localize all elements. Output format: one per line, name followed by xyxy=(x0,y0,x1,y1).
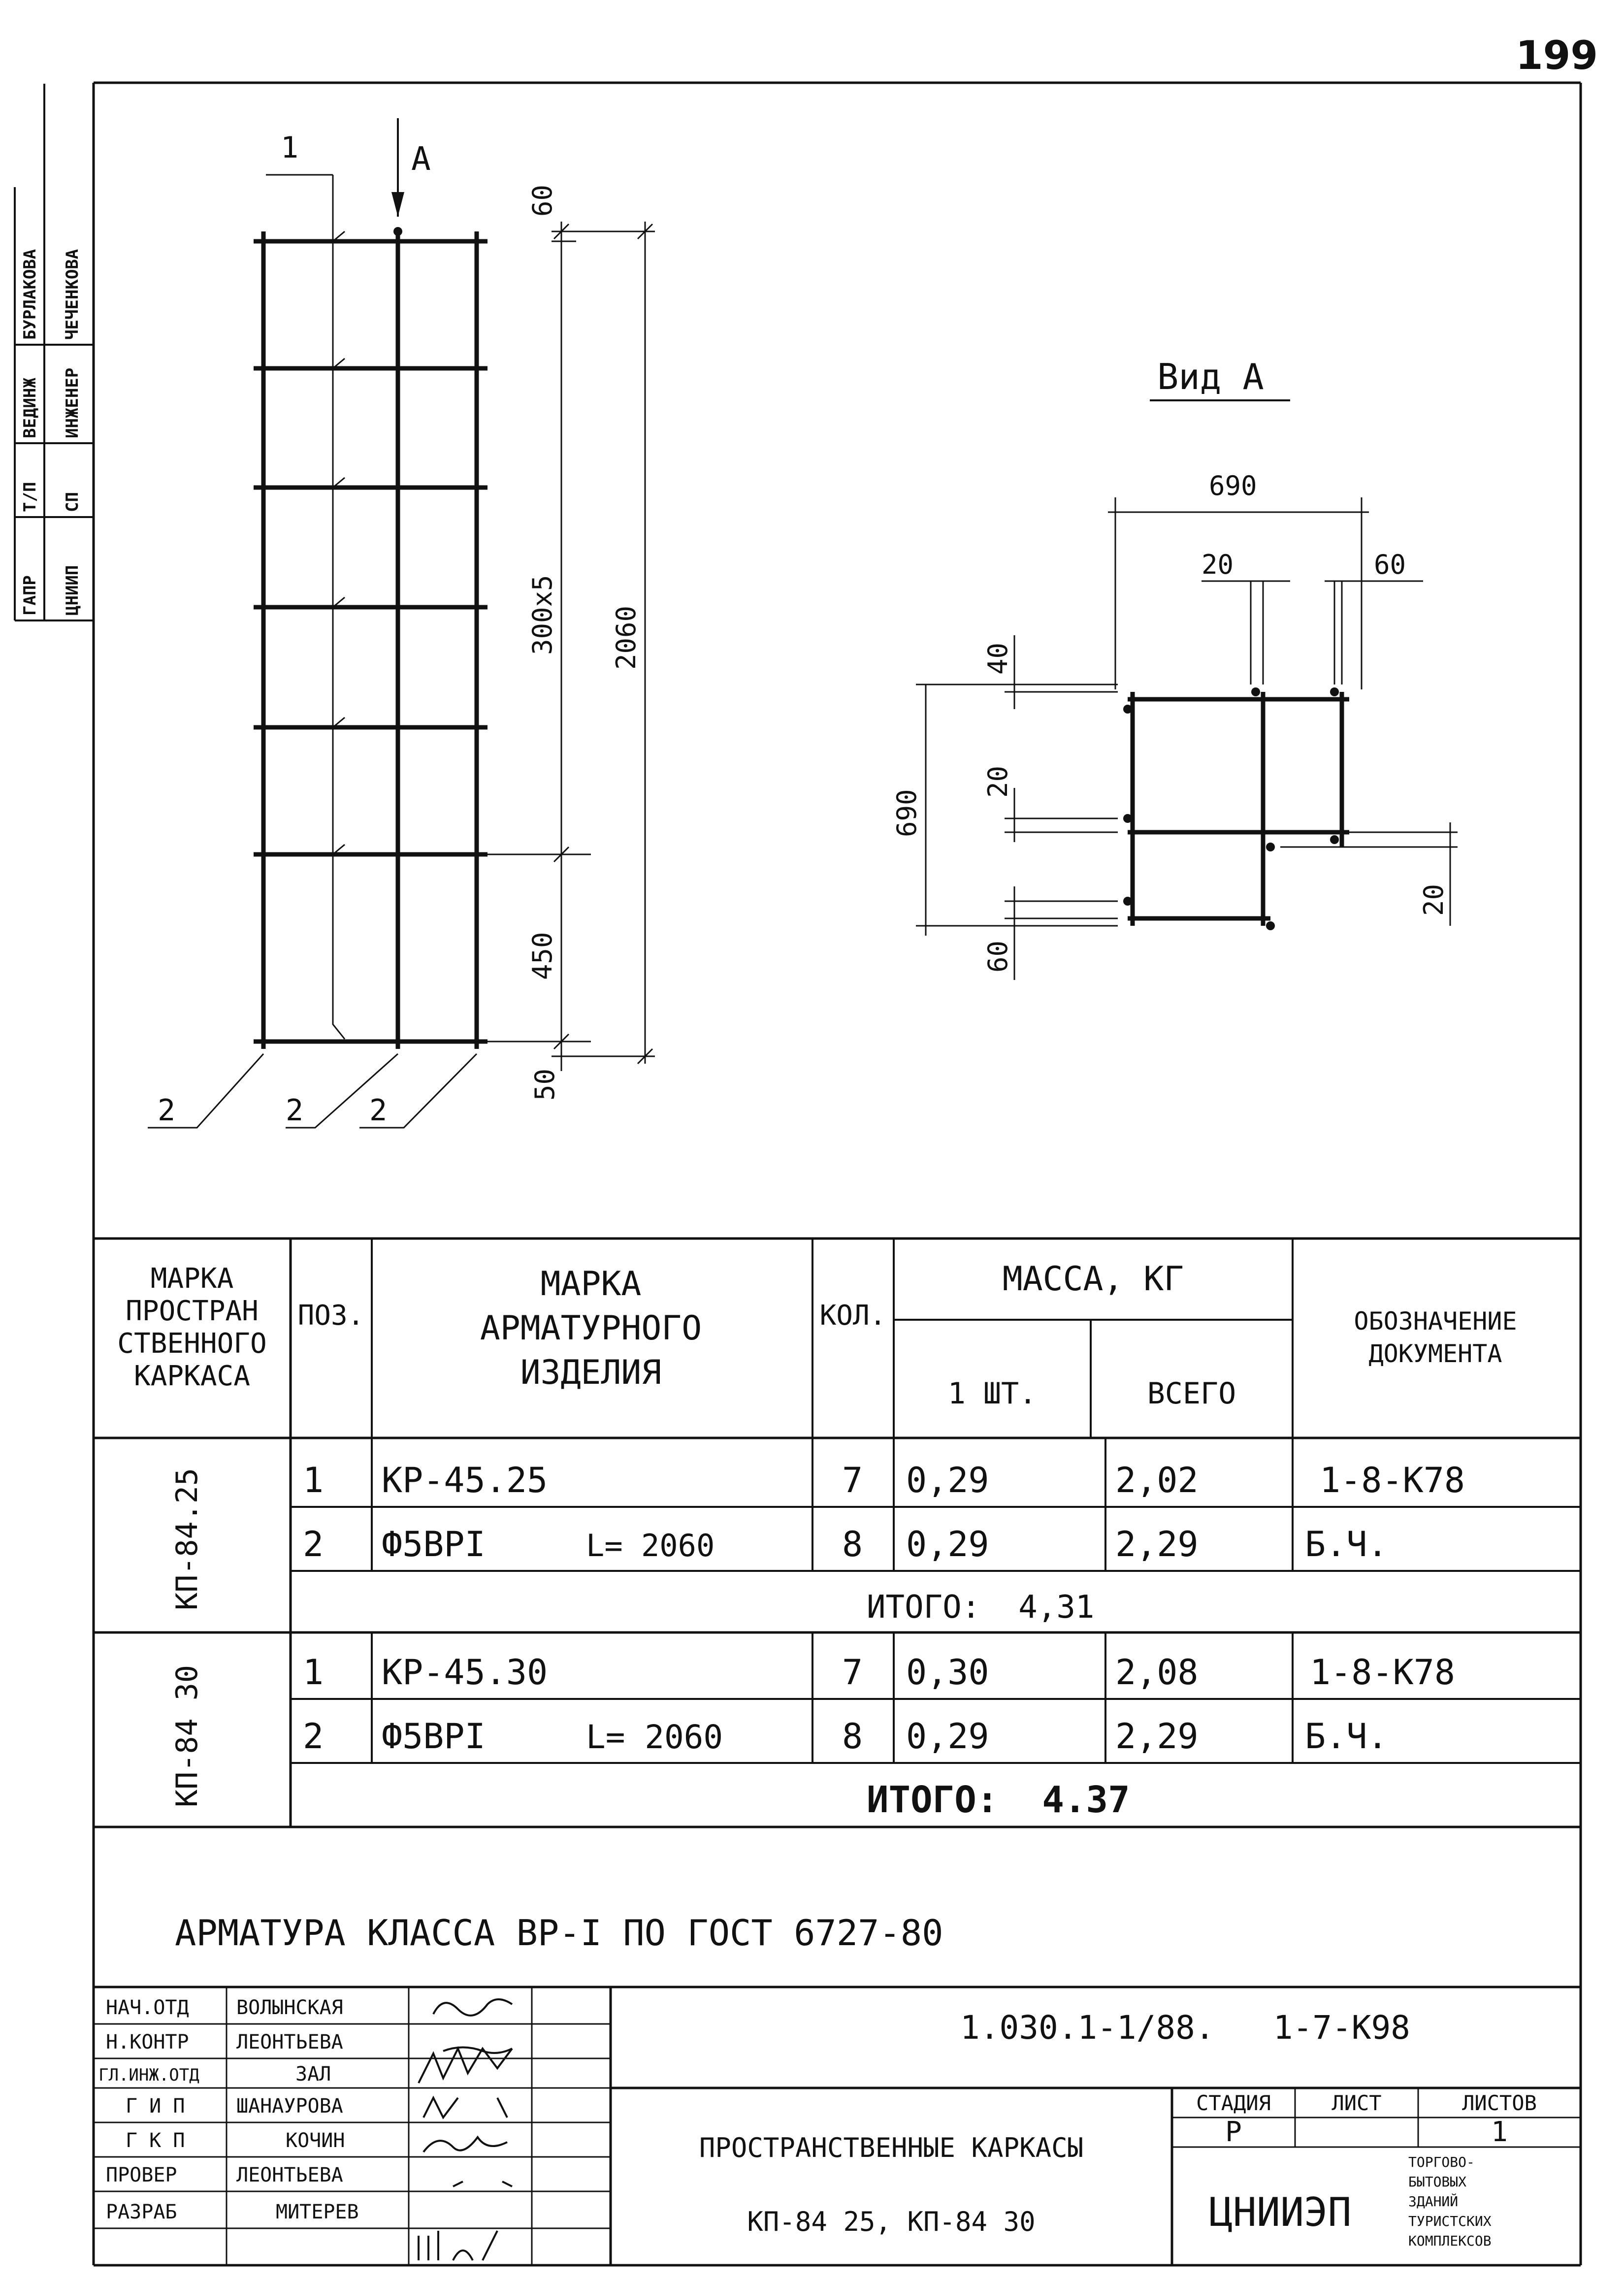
g2-r1-pos: 1 xyxy=(303,1652,324,1693)
g1-r2-total: 2,29 xyxy=(1115,1524,1199,1564)
view-a-dim-height: 690 xyxy=(891,789,922,837)
header-mass-total: ВСЕГО xyxy=(1147,1376,1236,1411)
spec-table-text xyxy=(117,1260,1517,1821)
doc-code: 1.030.1-1/88. 1-7-К98 xyxy=(960,2009,1410,2047)
g1-r1-item: КР-45.25 xyxy=(382,1460,548,1500)
g2-r1-qty: 7 xyxy=(842,1652,863,1693)
g1-r1-total: 2,02 xyxy=(1115,1460,1199,1500)
view-a-dim-width: 690 xyxy=(1209,470,1257,501)
name-5: КОЧИН xyxy=(286,2129,345,2152)
name-1: ВОЛЫНСКАЯ xyxy=(236,1996,343,2019)
side-stamp-surname-1: БУРЛАКОВА xyxy=(20,249,40,340)
side-stamp-dept-1: Т/П xyxy=(20,482,40,512)
org-sub-2: БЫТОВЫХ xyxy=(1408,2174,1467,2190)
header-pos: ПОЗ. xyxy=(297,1300,364,1332)
view-a-dim-top-right: 60 xyxy=(1374,549,1406,580)
org-name: ЦНИИЭП xyxy=(1209,2189,1352,2235)
frame-mark-2: КП-84 30 xyxy=(170,1665,204,1807)
stage-label: СТАДИЯ xyxy=(1196,2091,1271,2115)
name-4: ШАНАУРОВА xyxy=(236,2095,343,2118)
name-7: МИТЕРЕВ xyxy=(276,2201,359,2223)
g1-r2-qty: 8 xyxy=(842,1524,863,1564)
sheets-label: ЛИСТОВ xyxy=(1462,2091,1537,2115)
role-4: Г И П xyxy=(126,2095,185,2118)
stage-value: Р xyxy=(1225,2116,1242,2148)
side-stamp-role-1: ВЕДИНЖ xyxy=(20,378,40,438)
view-a xyxy=(916,400,1458,980)
doc-title-line-2: КП-84 25, КП-84 30 xyxy=(747,2206,1036,2237)
view-a-dim-top-left: 20 xyxy=(1202,549,1234,580)
g1-sum: ИТОГО: 4,31 xyxy=(867,1589,1095,1626)
bar-2-label-c: 2 xyxy=(369,1093,388,1128)
page-number: 199 xyxy=(1516,33,1598,78)
g1-r2-doc: Б.Ч. xyxy=(1305,1524,1388,1564)
header-mass-one: 1 ШТ. xyxy=(947,1376,1037,1411)
org-sub-4: ТУРИСТСКИХ xyxy=(1408,2213,1492,2229)
dim-lower: 450 xyxy=(527,932,558,980)
view-a-title: Вид А xyxy=(1157,356,1264,397)
side-stamp-dept-2: СП xyxy=(63,492,82,512)
g2-r2-length: L= 2060 xyxy=(586,1718,723,1756)
g2-r2-total: 2,29 xyxy=(1115,1716,1199,1757)
header-doc: ОБОЗНАЧЕНИЕ ДОКУМЕНТА xyxy=(1354,1307,1517,1368)
g1-r2-item: Ф5ВРI xyxy=(382,1524,486,1564)
side-stamp-org-2: ЦНИИП xyxy=(63,565,82,616)
bar-2-label-a: 2 xyxy=(158,1093,176,1128)
g1-r2-length: L= 2060 xyxy=(586,1528,715,1564)
role-5: Г К П xyxy=(126,2129,185,2152)
header-qty: КОЛ. xyxy=(819,1300,886,1332)
name-6: ЛЕОНТЬЕВА xyxy=(236,2164,343,2186)
name-3: ЗАЛ xyxy=(295,2063,331,2085)
side-stamp xyxy=(15,84,94,620)
g1-r2-one: 0,29 xyxy=(906,1524,989,1564)
side-stamp-role-2: ИНЖЕНЕР xyxy=(63,367,82,438)
g1-r1-qty: 7 xyxy=(842,1460,863,1500)
frame-elevation xyxy=(148,118,655,1128)
role-2: Н.КОНТР xyxy=(106,2031,189,2053)
g1-r1-pos: 1 xyxy=(303,1460,324,1500)
header-mass: МАССА, КГ xyxy=(1002,1260,1184,1299)
bar-2-label-b: 2 xyxy=(286,1093,304,1128)
role-1: НАЧ.ОТД xyxy=(106,1996,189,2019)
view-a-dim-left-bottom: 60 xyxy=(982,940,1013,973)
org-sub-5: КОМПЛЕКСОВ xyxy=(1408,2233,1492,2249)
dim-middle: 300х5 xyxy=(527,575,558,655)
signature-marks xyxy=(419,1999,512,2260)
org-sub-1: ТОРГОВО- xyxy=(1408,2154,1475,2170)
g1-r1-doc: 1-8-К78 xyxy=(1320,1460,1465,1500)
doc-title-line-1: ПРОСТРАНСТВЕННЫЕ КАРКАСЫ xyxy=(699,2132,1084,2163)
g2-r2-pos: 2 xyxy=(303,1716,324,1757)
g2-r1-one: 0,30 xyxy=(906,1652,989,1693)
role-6: ПРОВЕР xyxy=(106,2164,177,2186)
header-item-mark: МАРКА АРМАТУРНОГО ИЗДЕЛИЯ xyxy=(480,1265,702,1392)
side-stamp-org-1: ГАПР xyxy=(20,575,40,616)
frame-mark-1: КП-84.25 xyxy=(170,1468,204,1610)
view-marker-a: А xyxy=(411,140,431,178)
g1-r1-one: 0,29 xyxy=(906,1460,989,1500)
position-1-label: 1 xyxy=(281,130,299,165)
view-a-dim-left-top: 40 xyxy=(982,642,1013,675)
g2-r1-total: 2,08 xyxy=(1115,1652,1199,1693)
sheets-value: 1 xyxy=(1491,2116,1508,2148)
dim-top: 60 xyxy=(527,184,558,217)
dim-bottom: 50 xyxy=(529,1068,560,1101)
view-a-dim-right: 20 xyxy=(1418,883,1449,916)
g2-r2-item: Ф5ВРI xyxy=(382,1716,486,1757)
role-7: РАЗРАБ xyxy=(106,2201,177,2223)
role-3: ГЛ.ИНЖ.ОТД xyxy=(98,2065,199,2085)
dim-total: 2060 xyxy=(611,605,642,670)
g2-r2-one: 0,29 xyxy=(906,1716,989,1757)
g1-r2-pos: 2 xyxy=(303,1524,324,1564)
view-a-dim-left-middle: 20 xyxy=(982,765,1013,798)
org-sub-3: ЗДАНИЙ xyxy=(1408,2193,1459,2210)
g2-r2-doc: Б.Ч. xyxy=(1305,1716,1388,1757)
view-a-labels xyxy=(891,356,1449,973)
g2-r2-qty: 8 xyxy=(842,1716,863,1757)
g2-r1-doc: 1-8-К78 xyxy=(1310,1652,1456,1693)
g2-sum: ИТОГО: 4.37 xyxy=(867,1779,1130,1821)
reinforcement-note: АРМАТУРА КЛАССА ВР-I ПО ГОСТ 6727-80 xyxy=(175,1912,943,1954)
sheet-label: ЛИСТ xyxy=(1332,2091,1382,2115)
header-frame-mark: МАРКА ПРОСТРАН СТВЕННОГО КАРКАСА xyxy=(117,1263,267,1392)
name-2: ЛЕОНТЬЕВА xyxy=(236,2031,343,2053)
g2-r1-item: КР-45.30 xyxy=(382,1652,548,1693)
side-stamp-surname-2: ЧЕЧЕНКОВА xyxy=(63,249,82,340)
